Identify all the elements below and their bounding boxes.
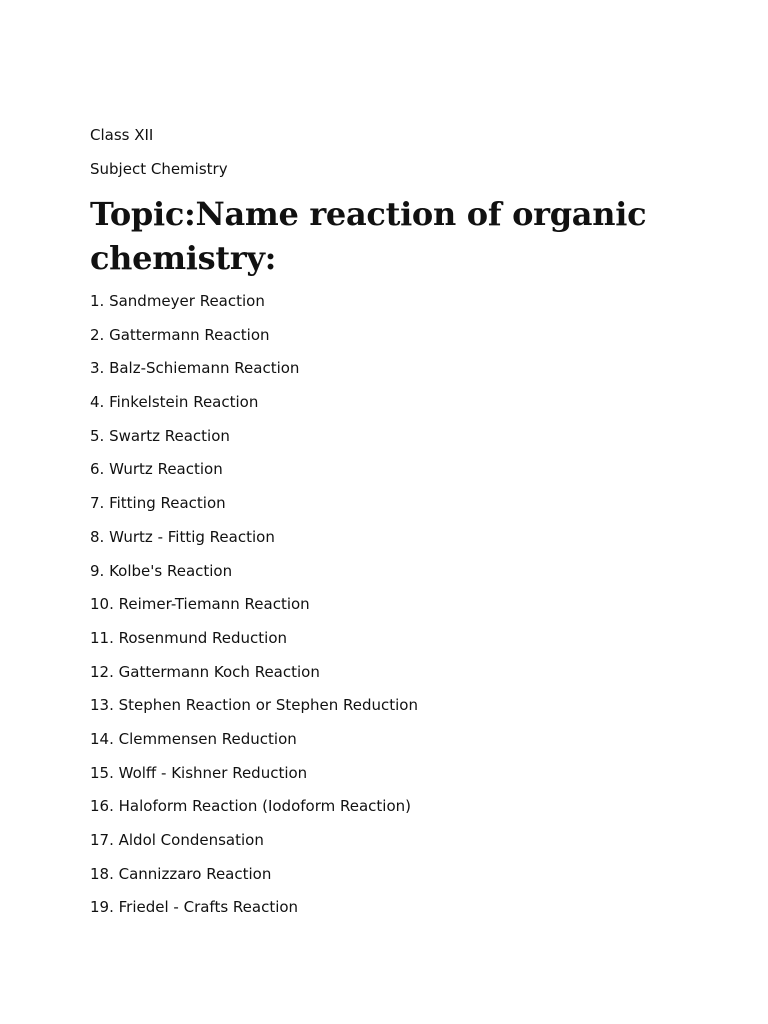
list-item: 12. Gattermann Koch Reaction — [90, 662, 320, 681]
list-item: 3. Balz-Schiemann Reaction — [90, 359, 300, 378]
list-item: 16. Haloform Reaction (Iodoform Reaction) — [90, 797, 411, 816]
list-item: 19. Friedel - Crafts Reaction — [90, 898, 299, 917]
page-title: Topic:Name reaction of organic chemistry: — [90, 195, 647, 277]
document-body — [90, 124, 710, 930]
list-item: 18. Cannizzaro Reaction — [90, 864, 272, 883]
list-item: 2. Gattermann Reaction — [90, 325, 270, 344]
subject-line: Subject Chemistry — [90, 160, 228, 178]
list-item: 1. Sandmeyer Reaction — [90, 292, 265, 310]
list-item: 14. Clemmensen Reduction — [90, 729, 297, 748]
list-item: 17. Aldol Condensation — [90, 831, 264, 849]
list-item: 10. Reimer-Tiemann Reaction — [90, 595, 310, 614]
list-item: 5. Swartz Reaction — [90, 426, 230, 445]
list-item: 9. Kolbe's Reaction — [90, 561, 233, 580]
list-item: 6. Wurtz Reaction — [90, 460, 223, 479]
reaction-list — [90, 290, 710, 918]
list-item: 11. Rosenmund Reduction — [90, 628, 287, 647]
list-item: 7. Fitting Reaction — [90, 494, 226, 513]
list-item: 4. Finkelstein Reaction — [90, 393, 259, 412]
class-line: Class XII — [90, 126, 154, 144]
list-item: 15. Wolff - Kishner Reduction — [90, 763, 308, 782]
list-item: 13. Stephen Reaction or Stephen Reduction — [90, 696, 418, 715]
list-item: 8. Wurtz - Fittig Reaction — [90, 527, 275, 546]
